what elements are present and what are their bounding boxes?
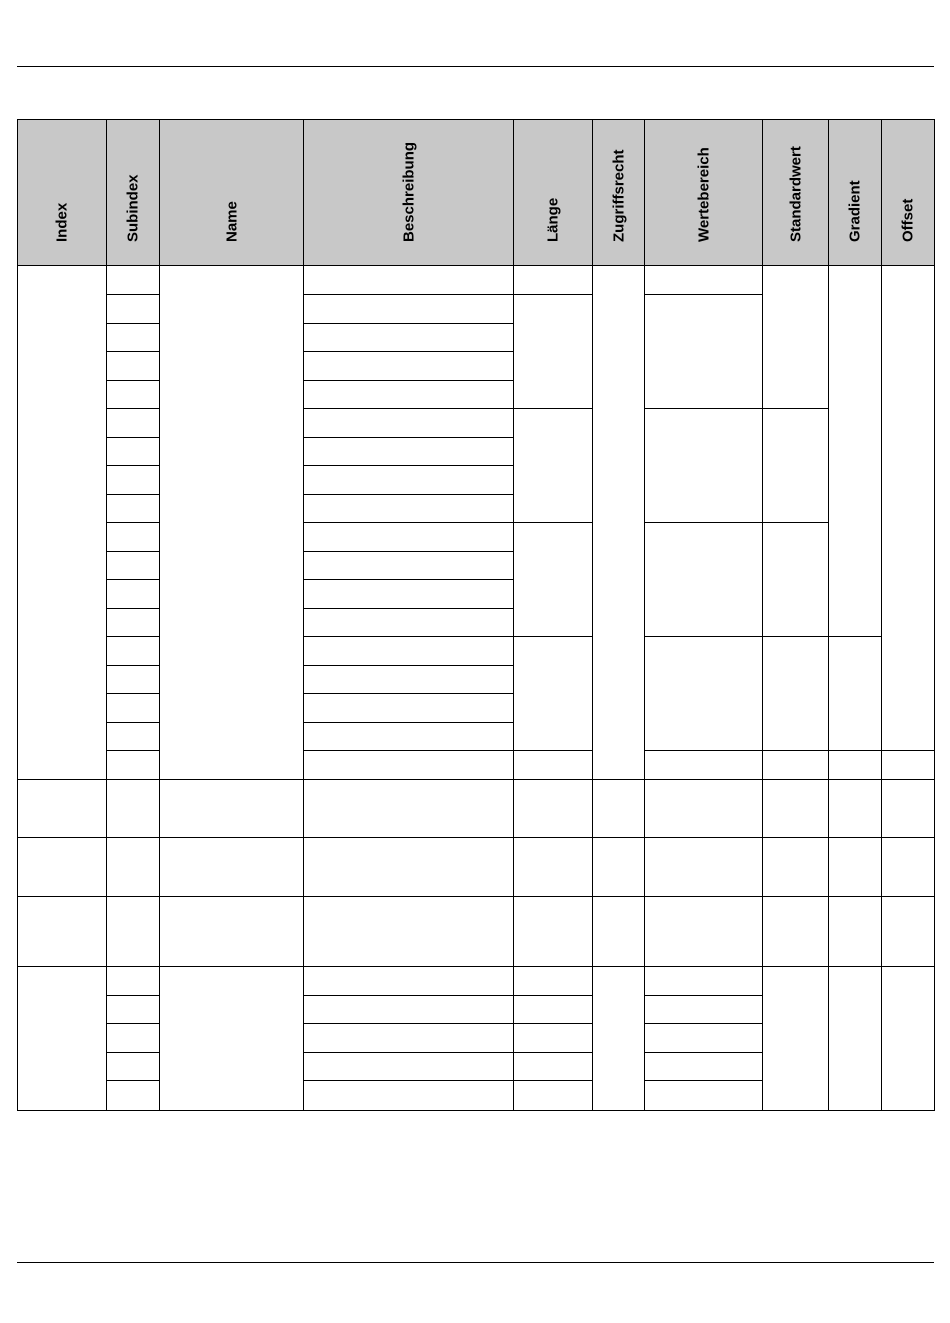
table-cell-beschreibung [303, 779, 514, 838]
table-cell-subindex [106, 351, 160, 381]
table-cell-offset [881, 750, 935, 780]
table-cell-offset [881, 896, 935, 967]
table-cell-subindex [106, 1052, 160, 1081]
table-cell-zugriffsrecht [592, 896, 645, 967]
table-cell-wertebereich [644, 265, 763, 295]
table-cell-beschreibung [303, 380, 514, 409]
table-cell-laenge [513, 1080, 593, 1111]
table-cell-laenge [513, 779, 593, 838]
table-cell-subindex [106, 608, 160, 637]
table-cell-beschreibung [303, 1023, 514, 1053]
table-cell-offset [881, 779, 935, 838]
bottom-rule [17, 1262, 934, 1263]
table-cell-beschreibung [303, 579, 514, 609]
table-cell-beschreibung [303, 408, 514, 438]
table-cell-subindex [106, 494, 160, 523]
table-cell-name [159, 837, 304, 897]
table-cell-laenge [513, 1052, 593, 1081]
column-header-label: Offset [899, 198, 917, 242]
table-cell-standardwert [762, 837, 829, 897]
table-cell-beschreibung [303, 1080, 514, 1111]
table-cell-wertebereich [644, 966, 763, 996]
table-cell-wertebereich [644, 636, 763, 751]
table-cell-beschreibung [303, 750, 514, 780]
column-header-standardwert [762, 119, 829, 266]
table-cell-beschreibung [303, 837, 514, 897]
table-cell-laenge [513, 408, 593, 523]
column-header-label: Zugriffsrecht [610, 149, 627, 242]
table-cell-index [17, 265, 107, 780]
table-cell-subindex [106, 693, 160, 723]
table-cell-standardwert [762, 896, 829, 967]
table-cell-subindex [106, 837, 160, 897]
table-cell-standardwert [762, 750, 829, 780]
table-cell-beschreibung [303, 608, 514, 637]
table-cell-index [17, 896, 107, 967]
table-cell-laenge [513, 966, 593, 996]
table-cell-subindex [106, 995, 160, 1024]
table-cell-laenge [513, 294, 593, 409]
table-cell-laenge [513, 522, 593, 637]
column-header-index [17, 119, 107, 266]
table-cell-name [159, 265, 304, 780]
table-cell-beschreibung [303, 693, 514, 723]
table-cell-beschreibung [303, 995, 514, 1024]
table-cell-wertebereich [644, 408, 763, 523]
table-cell-gradient [828, 750, 882, 780]
table-cell-beschreibung [303, 294, 514, 324]
table-cell-wertebereich [644, 1080, 763, 1111]
table-cell-zugriffsrecht [592, 837, 645, 897]
table-cell-laenge [513, 636, 593, 751]
table-cell-subindex [106, 551, 160, 580]
table-cell-subindex [106, 408, 160, 438]
table-cell-subindex [106, 779, 160, 838]
table-cell-name [159, 779, 304, 838]
table-cell-zugriffsrecht [592, 265, 645, 780]
table-cell-beschreibung [303, 351, 514, 381]
table-cell-wertebereich [644, 779, 763, 838]
table-cell-subindex [106, 323, 160, 352]
table-cell-beschreibung [303, 437, 514, 466]
table-cell-beschreibung [303, 265, 514, 295]
column-header-name [159, 119, 304, 266]
table-cell-gradient [828, 896, 882, 967]
table-cell-laenge [513, 896, 593, 967]
table-cell-wertebereich [644, 837, 763, 897]
table-cell-subindex [106, 579, 160, 609]
table-cell-subindex [106, 722, 160, 751]
table-cell-subindex [106, 665, 160, 694]
table-cell-subindex [106, 465, 160, 495]
table-cell-beschreibung [303, 722, 514, 751]
table-cell-subindex [106, 522, 160, 552]
table-cell-offset [881, 265, 935, 751]
column-header-laenge [513, 119, 593, 266]
table-cell-subindex [106, 265, 160, 295]
column-header-label: Beschreibung [400, 141, 417, 242]
column-header-subindex [106, 119, 160, 266]
table-cell-wertebereich [644, 1052, 763, 1081]
table-cell-gradient [828, 837, 882, 897]
table-cell-subindex [106, 380, 160, 409]
table-cell-zugriffsrecht [592, 966, 645, 1111]
table-cell-laenge [513, 837, 593, 897]
column-header-label: Wertebereich [695, 147, 712, 242]
table-cell-gradient [828, 265, 882, 637]
table-cell-beschreibung [303, 966, 514, 996]
top-rule [17, 66, 934, 67]
table-cell-index [17, 837, 107, 897]
table-cell-laenge [513, 1023, 593, 1053]
column-header-label: Subindex [124, 174, 142, 242]
table-cell-standardwert [762, 636, 829, 751]
table-cell-standardwert [762, 966, 829, 1111]
table-cell-wertebereich [644, 995, 763, 1024]
table-cell-laenge [513, 750, 593, 780]
table-cell-gradient [828, 636, 882, 751]
table-cell-index [17, 779, 107, 838]
table-cell-subindex [106, 1023, 160, 1053]
table-cell-beschreibung [303, 494, 514, 523]
table-cell-subindex [106, 294, 160, 324]
column-header-label: Länge [544, 197, 562, 242]
table-cell-subindex [106, 966, 160, 996]
table-cell-name [159, 966, 304, 1111]
column-header-label: Index [53, 202, 71, 242]
column-header-wertebereich [644, 119, 763, 266]
table-cell-name [159, 896, 304, 967]
table-cell-offset [881, 837, 935, 897]
table-cell-beschreibung [303, 522, 514, 552]
table-cell-beschreibung [303, 636, 514, 666]
column-header-label: Name [223, 201, 240, 242]
column-header-gradient [828, 119, 882, 266]
table-cell-subindex [106, 1080, 160, 1111]
table-cell-laenge [513, 995, 593, 1024]
column-header-zugriffsrecht [592, 119, 645, 266]
table-cell-wertebereich [644, 750, 763, 780]
table-cell-offset [881, 966, 935, 1111]
table-cell-standardwert [762, 408, 829, 523]
table-cell-subindex [106, 750, 160, 780]
column-header-offset [881, 119, 935, 266]
table-cell-beschreibung [303, 1052, 514, 1081]
table-cell-wertebereich [644, 1023, 763, 1053]
table-cell-subindex [106, 636, 160, 666]
table-cell-standardwert [762, 522, 829, 637]
table-cell-wertebereich [644, 522, 763, 637]
column-header-beschreibung [303, 119, 514, 266]
table-cell-gradient [828, 966, 882, 1111]
table-cell-subindex [106, 896, 160, 967]
column-header-label: Standardwert [787, 146, 804, 242]
table-cell-standardwert [762, 779, 829, 838]
table-cell-gradient [828, 779, 882, 838]
table-cell-laenge [513, 265, 593, 295]
table-cell-wertebereich [644, 294, 763, 409]
table-cell-beschreibung [303, 665, 514, 694]
table-cell-beschreibung [303, 465, 514, 495]
table-cell-zugriffsrecht [592, 779, 645, 838]
table-cell-wertebereich [644, 896, 763, 967]
table-cell-beschreibung [303, 551, 514, 580]
column-header-label: Gradient [846, 180, 864, 242]
table-cell-beschreibung [303, 896, 514, 967]
table-cell-standardwert [762, 265, 829, 409]
table-cell-index [17, 966, 107, 1111]
table-cell-subindex [106, 437, 160, 466]
table-cell-beschreibung [303, 323, 514, 352]
object-dictionary-table [17, 119, 934, 1111]
